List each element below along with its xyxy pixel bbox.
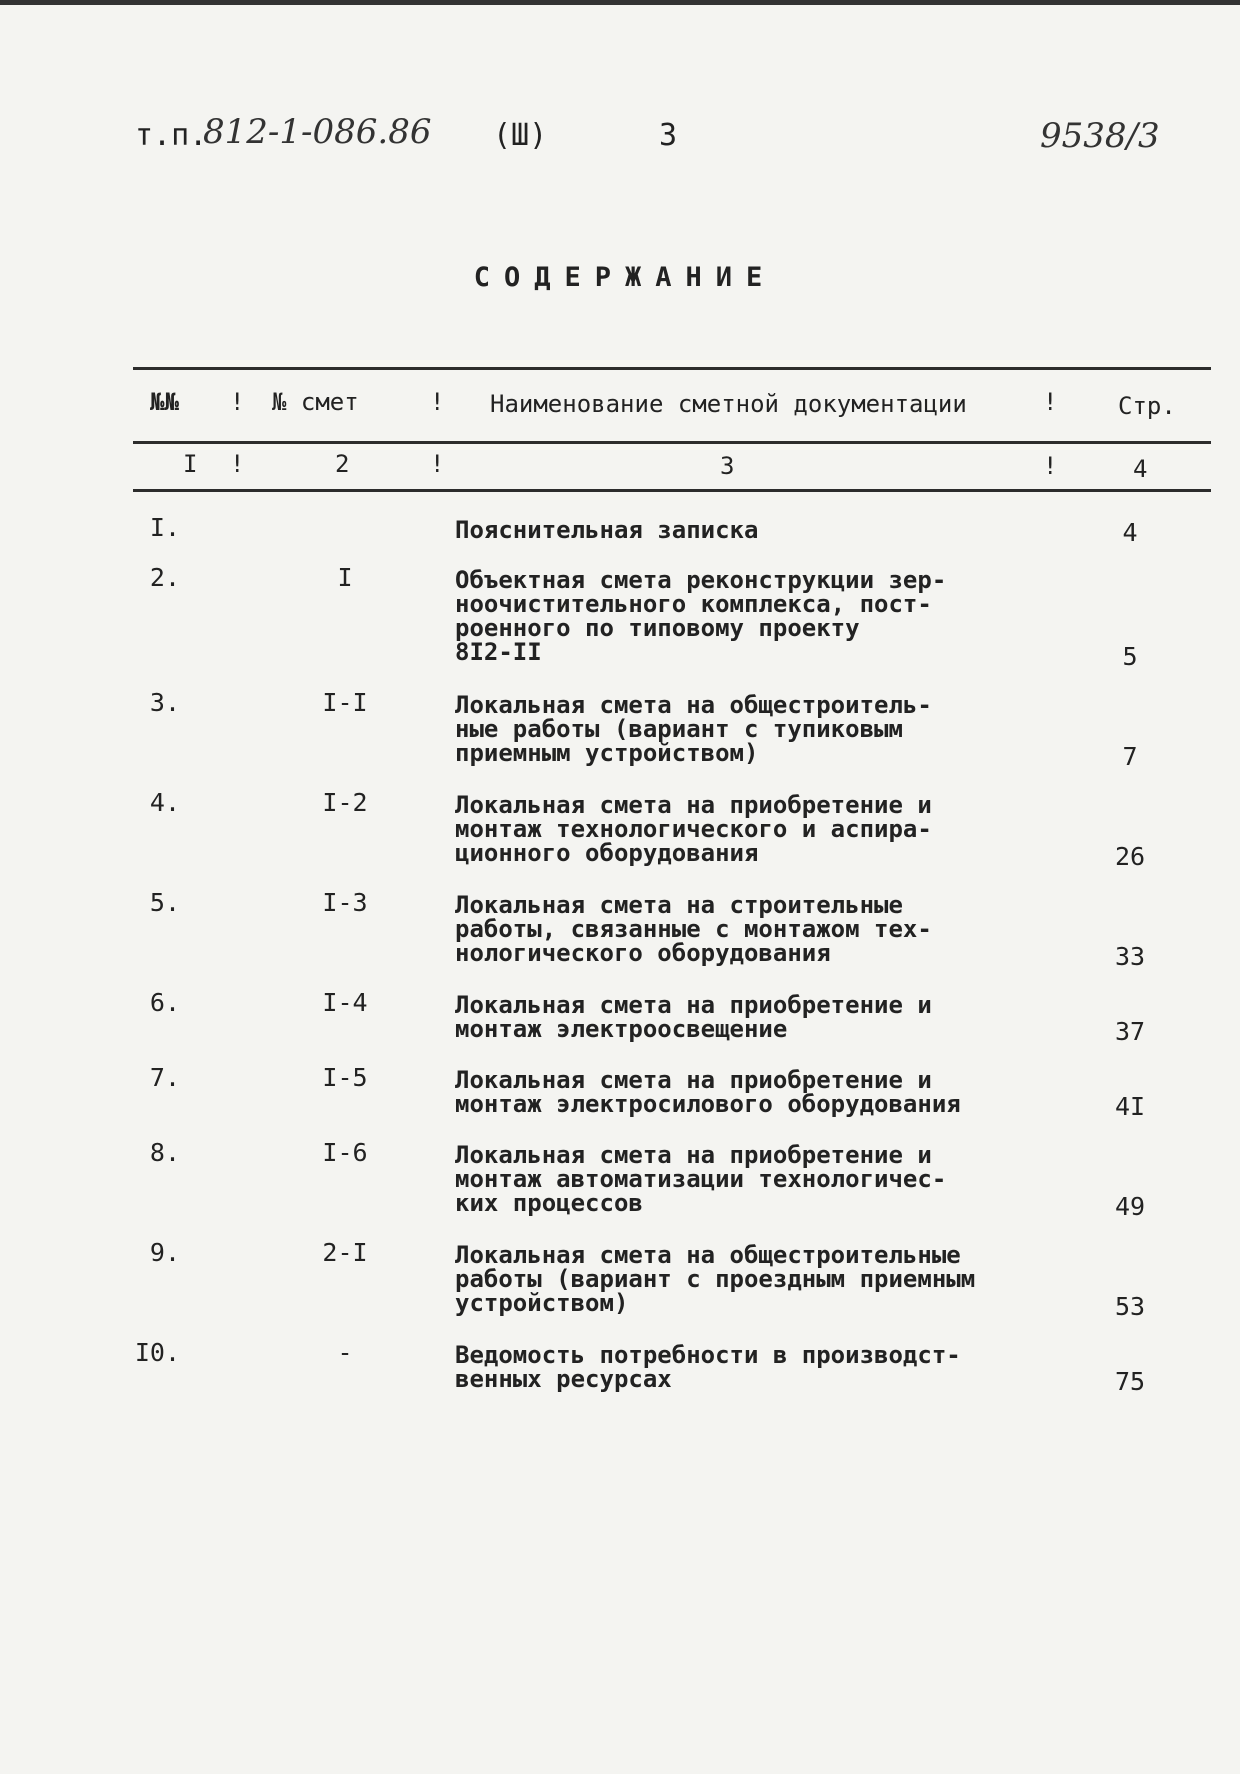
row-title: Объектная смета реконструкции зер- ноочистительного комплекса, пост- роенного по типовому проекту 8I2-II (455, 566, 947, 666)
row-number: 8. (149, 1138, 180, 1167)
col-separator: ! (1043, 388, 1058, 416)
row-estimate-code: I-3 (322, 888, 368, 917)
row-number: I0. (134, 1338, 180, 1367)
row-estimate-code: I-I (322, 688, 368, 717)
row-number: 3. (149, 688, 180, 717)
row-estimate-code: - (337, 1338, 353, 1367)
row-number: I. (149, 513, 180, 542)
row-page: 4 (1122, 518, 1138, 547)
row-title: Локальная смета на общестроитель- ные работы (вариант с тупиковым приемным устройством) (455, 691, 932, 767)
row-estimate-code: 2-I (322, 1238, 368, 1267)
page-title: СОДЕРЖАНИЕ (473, 262, 777, 293)
row-number: 4. (149, 788, 180, 817)
row-title: Локальная смета на приобретение и монтаж технологического и аспира- ционного оборудования (455, 791, 932, 867)
archive-number: 9538/3 (1040, 116, 1160, 156)
col-separator: ! (230, 388, 245, 416)
col-separator: ! (1043, 452, 1058, 480)
row-page: 26 (1114, 842, 1146, 871)
volume-label: (Ш) (493, 118, 548, 153)
col-separator: ! (230, 450, 245, 478)
col-separator: ! (430, 450, 445, 478)
col-header-name: Наименование сметной документации (490, 390, 967, 418)
row-number: 6. (149, 988, 180, 1017)
col-number-1: I (183, 450, 198, 478)
row-title: Локальная смета на общестроительные работы (вариант с проездным приемным устройством) (455, 1241, 976, 1317)
table-top-rule (133, 367, 1211, 370)
row-estimate-code: I-6 (322, 1138, 368, 1167)
col-separator: ! (430, 388, 445, 416)
table-header-rule (133, 441, 1211, 444)
row-title: Локальная смета на приобретение и монтаж электросилового оборудования (455, 1066, 961, 1118)
top-border-line (0, 0, 1240, 5)
row-estimate-code: I-5 (322, 1063, 368, 1092)
row-number: 5. (149, 888, 180, 917)
row-estimate-code: I (337, 563, 353, 592)
row-page: 4I (1114, 1092, 1146, 1121)
row-page: 75 (1114, 1367, 1146, 1396)
row-page: 33 (1114, 942, 1146, 971)
row-estimate-code: I-4 (322, 988, 368, 1017)
page-number: 3 (659, 118, 678, 153)
row-title: Локальная смета на приобретение и монтаж электроосвещение (455, 991, 932, 1043)
row-title: Пояснительная записка (455, 516, 759, 544)
row-title: Ведомость потребности в производст- венных ресурсах (455, 1341, 961, 1393)
col-number-4: 4 (1133, 455, 1148, 483)
row-number: 7. (149, 1063, 180, 1092)
row-page: 53 (1114, 1292, 1146, 1321)
table-numbers-rule (133, 489, 1211, 492)
row-number: 9. (149, 1238, 180, 1267)
col-header-code: № смет (272, 388, 359, 416)
row-estimate-code: I-2 (322, 788, 368, 817)
row-page: 49 (1114, 1192, 1146, 1221)
row-number: 2. (149, 563, 180, 592)
row-page: 7 (1122, 742, 1138, 771)
row-page: 37 (1114, 1017, 1146, 1046)
col-header-num: №№ (150, 388, 179, 416)
col-header-page: Стр. (1118, 392, 1176, 420)
row-title: Локальная смета на приобретение и монтаж автоматизации технологичес- ких процессов (455, 1141, 947, 1217)
row-page: 5 (1122, 642, 1138, 671)
col-number-2: 2 (335, 450, 350, 478)
row-title: Локальная смета на строительные работы, связанные с монтажом тех- нологического оборудования (455, 891, 932, 967)
header-prefix: т.п. (135, 118, 208, 153)
project-number: 812-1-086.86 (203, 112, 432, 152)
col-number-3: 3 (720, 452, 735, 480)
